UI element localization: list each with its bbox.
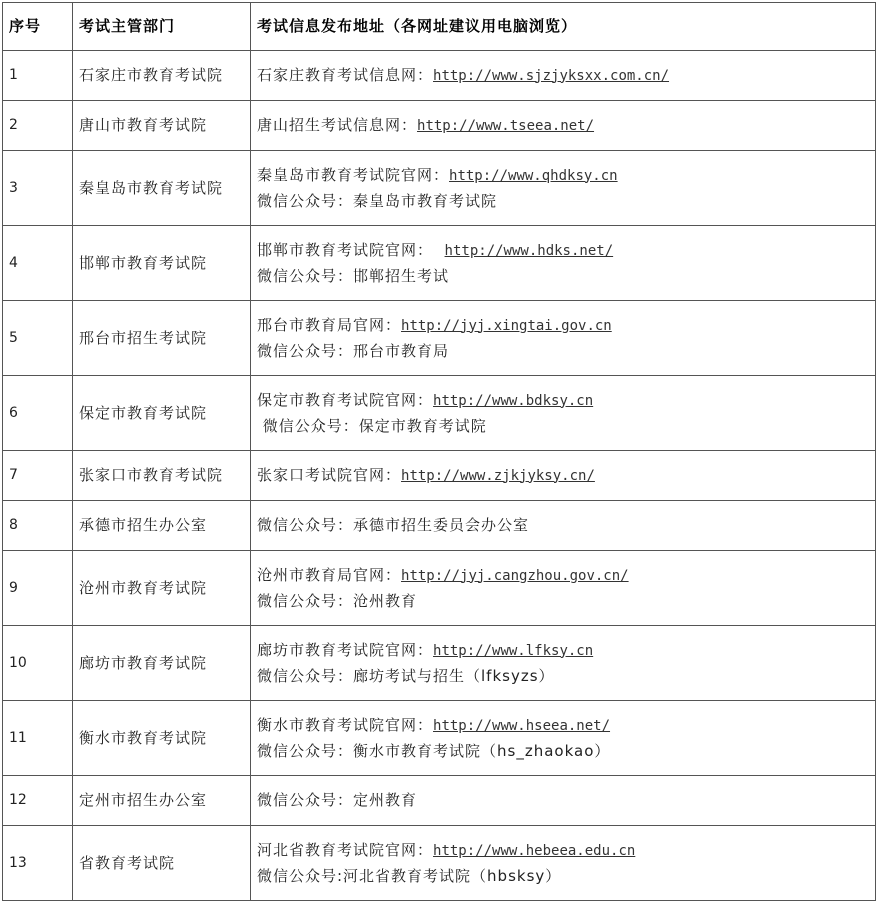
row-seq: 13 bbox=[3, 826, 73, 901]
row-seq: 5 bbox=[3, 301, 73, 376]
site-link[interactable]: http://www.bdksy.cn bbox=[433, 392, 594, 409]
info-line bbox=[257, 113, 869, 139]
row-seq: 10 bbox=[3, 626, 73, 701]
wechat-line: 微信公众号：邯郸招生考试 bbox=[257, 266, 450, 285]
info-line bbox=[257, 563, 869, 589]
row-seq: 1 bbox=[3, 51, 73, 101]
row-info bbox=[251, 51, 876, 101]
wechat-line: 微信公众号：承德市招生委员会办公室 bbox=[257, 516, 530, 534]
row-dept: 邯郸市教育考试院 bbox=[73, 226, 251, 301]
table-row bbox=[3, 101, 876, 151]
row-dept: 唐山市教育考试院 bbox=[73, 101, 251, 151]
row-seq: 8 bbox=[3, 501, 73, 551]
wechat-line: 微信公众号：定州教育 bbox=[257, 791, 418, 809]
row-dept: 张家口市教育考试院 bbox=[73, 451, 251, 501]
row-dept: 秦皇岛市教育考试院 bbox=[73, 151, 251, 226]
site-label: 石家庄教育考试信息网： bbox=[257, 65, 434, 84]
row-info bbox=[251, 626, 876, 701]
info-line bbox=[257, 313, 869, 339]
row-seq: 6 bbox=[3, 376, 73, 451]
row-info bbox=[251, 701, 876, 776]
header-seq: 序号 bbox=[3, 3, 73, 51]
row-info bbox=[251, 451, 876, 501]
table-row bbox=[3, 626, 876, 701]
exam-info-table bbox=[2, 2, 876, 901]
wechat-line: 微信公众号：衡水市教育考试院（hs_zhaokao） bbox=[257, 741, 611, 760]
table-row bbox=[3, 701, 876, 776]
row-dept: 保定市教育考试院 bbox=[73, 376, 251, 451]
table-row bbox=[3, 151, 876, 226]
site-link[interactable]: http://www.qhdksy.cn bbox=[449, 167, 618, 184]
row-dept: 省教育考试院 bbox=[73, 826, 251, 901]
info-line bbox=[257, 638, 869, 664]
site-link[interactable]: http://www.lfksy.cn bbox=[433, 642, 594, 659]
row-seq: 2 bbox=[3, 101, 73, 151]
site-link[interactable]: http://jyj.cangzhou.gov.cn/ bbox=[401, 567, 629, 584]
site-label: 衡水市教育考试院官网： bbox=[257, 715, 434, 734]
row-seq: 7 bbox=[3, 451, 73, 501]
wechat-line: 微信公众号：秦皇岛市教育考试院 bbox=[257, 191, 498, 210]
row-info bbox=[251, 826, 876, 901]
table-row bbox=[3, 501, 876, 551]
header-info: 考试信息发布地址（各网址建议用电脑浏览） bbox=[251, 3, 876, 51]
header-dept: 考试主管部门 bbox=[73, 3, 251, 51]
wechat-line: 微信公众号：邢台市教育局 bbox=[257, 341, 450, 360]
site-link[interactable]: http://www.tseea.net/ bbox=[417, 117, 595, 134]
site-label: 沧州市教育局官网： bbox=[257, 565, 402, 584]
site-link[interactable]: http://www.hdks.net/ bbox=[444, 242, 614, 259]
site-link[interactable]: http://www.hseea.net/ bbox=[433, 717, 611, 734]
info-line bbox=[257, 63, 869, 89]
row-info bbox=[251, 226, 876, 301]
info-line bbox=[257, 463, 869, 489]
site-label: 邢台市教育局官网： bbox=[257, 315, 402, 334]
table-header-row bbox=[3, 3, 876, 51]
site-link[interactable]: http://www.sjzjyksxx.com.cn/ bbox=[433, 67, 670, 84]
wechat-line: 微信公众号:河北省教育考试院（hbsksy） bbox=[257, 866, 562, 885]
table-row bbox=[3, 451, 876, 501]
row-info bbox=[251, 151, 876, 226]
row-seq: 9 bbox=[3, 551, 73, 626]
site-label: 唐山招生考试信息网： bbox=[257, 115, 418, 134]
row-dept: 沧州市教育考试院 bbox=[73, 551, 251, 626]
wechat-line: 微信公众号：廊坊考试与招生（lfksyzs） bbox=[257, 666, 555, 685]
info-line bbox=[257, 838, 869, 864]
site-label: 河北省教育考试院官网： bbox=[257, 840, 434, 859]
table-row bbox=[3, 51, 876, 101]
row-info bbox=[251, 776, 876, 826]
row-dept: 廊坊市教育考试院 bbox=[73, 626, 251, 701]
row-dept: 石家庄市教育考试院 bbox=[73, 51, 251, 101]
row-dept: 承德市招生办公室 bbox=[73, 501, 251, 551]
site-label: 张家口考试院官网： bbox=[257, 465, 402, 484]
site-label: 秦皇岛市教育考试院官网： bbox=[257, 165, 450, 184]
table-row bbox=[3, 301, 876, 376]
row-seq: 4 bbox=[3, 226, 73, 301]
site-label: 廊坊市教育考试院官网： bbox=[257, 640, 434, 659]
row-info bbox=[251, 551, 876, 626]
row-info bbox=[251, 376, 876, 451]
site-label: 邯郸市教育考试院官网： bbox=[257, 240, 445, 259]
row-info bbox=[251, 301, 876, 376]
site-link[interactable]: http://jyj.xingtai.gov.cn bbox=[401, 317, 612, 334]
info-line bbox=[257, 388, 869, 414]
table-row bbox=[3, 776, 876, 826]
info-line bbox=[257, 238, 869, 264]
wechat-line: 微信公众号：保定市教育考试院 bbox=[257, 416, 487, 435]
site-link[interactable]: http://www.zjkjyksy.cn/ bbox=[401, 467, 595, 484]
row-dept: 定州市招生办公室 bbox=[73, 776, 251, 826]
table-row bbox=[3, 226, 876, 301]
table-row bbox=[3, 551, 876, 626]
info-line bbox=[257, 713, 869, 739]
table-row bbox=[3, 826, 876, 901]
site-link[interactable]: http://www.hebeea.edu.cn bbox=[433, 842, 636, 859]
wechat-line: 微信公众号：沧州教育 bbox=[257, 591, 418, 610]
row-dept: 衡水市教育考试院 bbox=[73, 701, 251, 776]
table-row bbox=[3, 376, 876, 451]
info-line bbox=[257, 163, 869, 189]
row-info bbox=[251, 101, 876, 151]
row-seq: 11 bbox=[3, 701, 73, 776]
site-label: 保定市教育考试院官网： bbox=[257, 390, 434, 409]
row-dept: 邢台市招生考试院 bbox=[73, 301, 251, 376]
row-seq: 3 bbox=[3, 151, 73, 226]
row-info bbox=[251, 501, 876, 551]
row-seq: 12 bbox=[3, 776, 73, 826]
